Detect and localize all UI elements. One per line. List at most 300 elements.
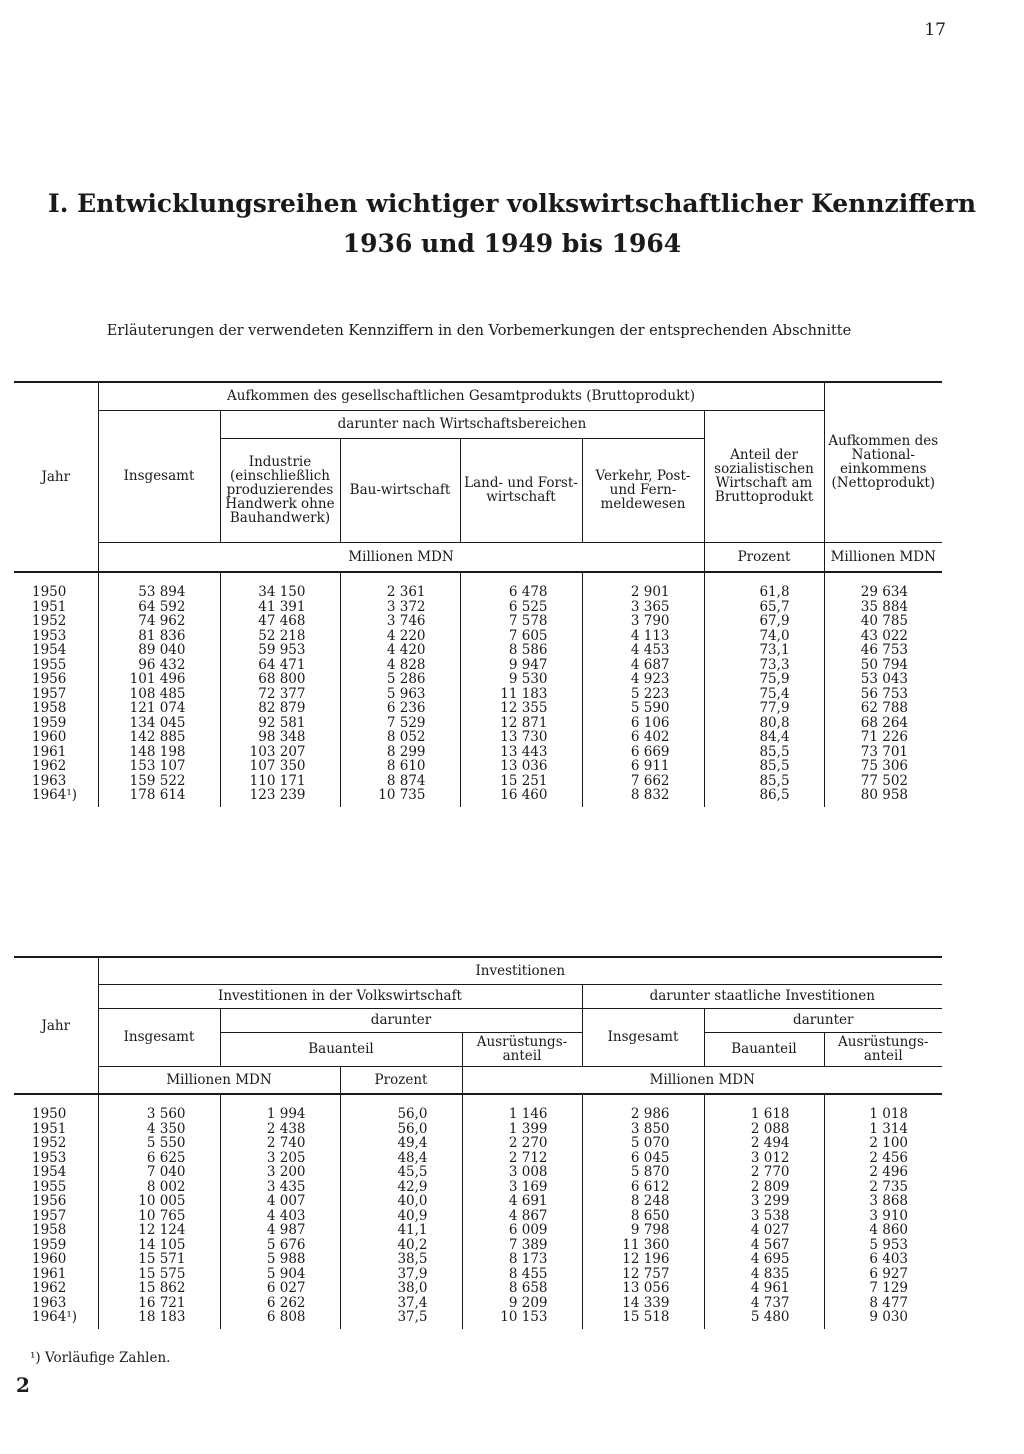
cell-year: 1956 [32,1193,67,1209]
cell-value: 53 043 [824,672,942,687]
cell-value: 4 453 [582,643,704,658]
cell-year: 1954 [32,1164,67,1180]
cell-value: 48,4 [340,1151,462,1166]
cell-value: 6 911 [582,759,704,774]
cell-value: 5 590 [582,701,704,716]
cell-value: 2 496 [824,1165,942,1180]
cell-value: 3 868 [824,1194,942,1209]
table-row [14,1310,942,1329]
cell-year: 1959 [32,1236,67,1253]
cell-value: 1 314 [824,1122,942,1137]
header-ausruestungsanteil-staatlich: Ausrüstungs-anteil [824,1032,942,1066]
table-row [14,730,942,745]
cell-value: 98 348 [220,730,340,745]
table-row [14,1094,942,1122]
cell-value: 1 994 [220,1094,340,1122]
cell-value: 41 391 [220,600,340,615]
cell-value: 59 953 [220,643,340,658]
cell-value: 37,9 [340,1267,462,1282]
cell-value: 4 027 [704,1223,824,1238]
cell-value: 4 220 [340,629,460,644]
cell-value: 153 107 [98,759,220,774]
cell-value: 1 399 [462,1122,582,1137]
cell-value: 75,4 [704,687,824,702]
cell-value: 37,4 [340,1296,462,1311]
cell-value: 13 036 [460,759,582,774]
footnote: ¹) Vorläufige Zahlen. [30,1350,171,1366]
header-investitionen: Investitionen [98,957,942,984]
table-row [14,614,942,629]
cell-value: 4 923 [582,672,704,687]
cell-value: 4 737 [704,1296,824,1311]
cell-value: 2 735 [824,1180,942,1195]
cell-year: 1960 [32,729,67,745]
cell-value: 110 171 [220,774,340,789]
cell-value: 15 251 [460,774,582,789]
cell-value: 84,4 [704,730,824,745]
header-anteil-sozialistisch: Anteil der sozialistischen Wirtschaft am Bruttoprodukt [704,410,824,542]
cell-value: 16 460 [460,788,582,807]
cell-value: 8 455 [462,1267,582,1282]
cell-value: 9 947 [460,658,582,673]
cell-value: 77 502 [824,774,942,789]
cell-value: 3 365 [582,600,704,615]
cell-value: 52 218 [220,629,340,644]
cell-value: 178 614 [98,788,220,807]
cell-value: 10 765 [98,1209,220,1224]
cell-value: 92 581 [220,716,340,731]
header-unit-mdn2: Millionen MDN [462,1066,942,1094]
cell-value: 4 860 [824,1223,942,1238]
cell-value: 6 625 [98,1151,220,1166]
cell-value: 5 070 [582,1136,704,1151]
cell-value: 8 610 [340,759,460,774]
cell-value: 3 169 [462,1180,582,1195]
cell-value: 6 669 [582,745,704,760]
cell-value: 6 612 [582,1180,704,1195]
cell-value: 3 008 [462,1165,582,1180]
cell-year: 1957 [32,1207,67,1224]
cell-value: 34 150 [220,572,340,600]
table-row [14,1209,942,1224]
page-title [0,184,1024,264]
cell-value: 80,8 [704,716,824,731]
cell-value: 5 223 [582,687,704,702]
cell-value: 6 009 [462,1223,582,1238]
cell-value: 43 022 [824,629,942,644]
cell-value: 11 360 [582,1238,704,1253]
cell-value: 6 045 [582,1151,704,1166]
cell-year: 1952 [32,613,67,629]
cell-value: 40,0 [340,1194,462,1209]
table-row [14,788,942,807]
cell-value: 12 757 [582,1267,704,1282]
cell-value: 14 339 [582,1296,704,1311]
header-bauwirtschaft: Bau-wirtschaft [340,438,460,542]
table-row [14,1238,942,1253]
cell-value: 5 286 [340,672,460,687]
cell-value: 15 571 [98,1252,220,1267]
cell-year: 1950 [32,1106,67,1122]
table-row [14,1136,942,1151]
cell-value: 2 438 [220,1122,340,1137]
cell-value: 53 894 [98,572,220,600]
cell-value: 2 809 [704,1180,824,1195]
cell-value: 96 432 [98,658,220,673]
cell-value: 7 605 [460,629,582,644]
cell-value: 13 730 [460,730,582,745]
cell-value: 108 485 [98,687,220,702]
cell-value: 5 904 [220,1267,340,1282]
cell-value: 38,5 [340,1252,462,1267]
cell-value: 40,9 [340,1209,462,1224]
cell-value: 9 798 [582,1223,704,1238]
table-row [14,687,942,702]
cell-value: 10 153 [462,1310,582,1329]
cell-value: 4 961 [704,1281,824,1296]
cell-value: 4 695 [704,1252,824,1267]
cell-value: 29 634 [824,572,942,600]
page-subtitle: Erläuterungen der verwendeten Kennziffern in den Vorbemerkungen der entsprechenden Abschnitte [106,323,852,339]
header-nationaleinkommen: Aufkommen des National-einkommens (Nettoprodukt) [824,382,942,542]
cell-value: 67,9 [704,614,824,629]
cell-value: 9 530 [460,672,582,687]
table-row [14,759,942,774]
cell-value: 3 746 [340,614,460,629]
cell-value: 3 372 [340,600,460,615]
table-row [14,1223,942,1238]
cell-value: 42,9 [340,1180,462,1195]
cell-value: 14 105 [98,1238,220,1253]
header-jahr: Jahr [14,382,98,572]
table-row [14,1180,942,1195]
page-number: 17 [924,20,946,40]
cell-value: 8 477 [824,1296,942,1311]
cell-year: 1957 [32,685,67,702]
cell-value: 7 529 [340,716,460,731]
cell-year: 1959 [32,714,67,731]
header-bauanteil-staatlich: Bauanteil [704,1032,824,1066]
cell-value: 9 030 [824,1310,942,1329]
cell-value: 74,0 [704,629,824,644]
header-ausruestungsanteil: Ausrüstungs-anteil [462,1032,582,1066]
cell-value: 2 100 [824,1136,942,1151]
cell-value: 3 850 [582,1122,704,1137]
cell-value: 3 205 [220,1151,340,1166]
table-investitionen [14,956,942,1329]
cell-value: 9 209 [462,1296,582,1311]
cell-value: 3 200 [220,1165,340,1180]
table-row [14,1165,942,1180]
cell-value: 2 456 [824,1151,942,1166]
header-insgesamt-staatlich: Insgesamt [582,1008,704,1066]
cell-value: 2 770 [704,1165,824,1180]
header-verkehr: Verkehr, Post- und Fern-meldewesen [582,438,704,542]
cell-value: 142 885 [98,730,220,745]
cell-value: 10 005 [98,1194,220,1209]
cell-value: 4 687 [582,658,704,673]
cell-value: 6 106 [582,716,704,731]
cell-value: 7 040 [98,1165,220,1180]
cell-value: 4 828 [340,658,460,673]
header-volkswirtschaft: Investitionen in der Volkswirtschaft [98,984,582,1008]
cell-value: 12 124 [98,1223,220,1238]
cell-value: 11 183 [460,687,582,702]
cell-value: 16 721 [98,1296,220,1311]
header-unit-prozent: Prozent [340,1066,462,1094]
cell-value: 5 963 [340,687,460,702]
cell-value: 6 478 [460,572,582,600]
cell-value: 64 471 [220,658,340,673]
cell-value: 62 788 [824,701,942,716]
cell-value: 13 443 [460,745,582,760]
cell-value: 1 018 [824,1094,942,1122]
cell-value: 2 270 [462,1136,582,1151]
cell-value: 8 248 [582,1194,704,1209]
cell-value: 37,5 [340,1310,462,1329]
cell-value: 8 658 [462,1281,582,1296]
cell-value: 56,0 [340,1094,462,1122]
cell-value: 74 962 [98,614,220,629]
cell-value: 4 567 [704,1238,824,1253]
cell-value: 2 361 [340,572,460,600]
header-industrie: Industrie (einschließlich produzierendes Handwerk ohne Bauhandwerk) [220,438,340,542]
cell-value: 3 435 [220,1180,340,1195]
cell-value: 64 592 [98,600,220,615]
cell-value: 8 299 [340,745,460,760]
cell-value: 65,7 [704,600,824,615]
cell-value: 46 753 [824,643,942,658]
table-row [14,658,942,673]
cell-value: 45,5 [340,1165,462,1180]
cell-value: 2 901 [582,572,704,600]
cell-value: 8 650 [582,1209,704,1224]
cell-year: 1963 [32,772,67,789]
cell-year: 1958 [32,700,67,716]
cell-value: 2 986 [582,1094,704,1122]
cell-value: 4 403 [220,1209,340,1224]
cell-value: 7 389 [462,1238,582,1253]
cell-year: 1951 [32,1120,67,1137]
cell-year: 1954 [32,642,67,658]
cell-value: 101 496 [98,672,220,687]
table-row [14,1151,942,1166]
cell-value: 89 040 [98,643,220,658]
cell-value: 13 056 [582,1281,704,1296]
cell-value: 75,9 [704,672,824,687]
cell-value: 10 735 [340,788,460,807]
cell-value: 8 052 [340,730,460,745]
cell-value: 56,0 [340,1122,462,1137]
table-row [14,774,942,789]
cell-year: 1962 [32,1280,67,1296]
cell-value: 6 236 [340,701,460,716]
cell-value: 50 794 [824,658,942,673]
cell-value: 8 832 [582,788,704,807]
header-darunter: darunter [220,1008,582,1032]
cell-value: 81 836 [98,629,220,644]
cell-value: 1 618 [704,1094,824,1122]
table-row [14,701,942,716]
table-row [14,745,942,760]
cell-value: 47 468 [220,614,340,629]
cell-value: 68 264 [824,716,942,731]
cell-value: 8 874 [340,774,460,789]
cell-value: 5 988 [220,1252,340,1267]
table-row [14,1267,942,1282]
cell-value: 6 927 [824,1267,942,1282]
cell-value: 2 740 [220,1136,340,1151]
cell-value: 4 867 [462,1209,582,1224]
cell-value: 8 002 [98,1180,220,1195]
cell-value: 73,1 [704,643,824,658]
cell-value: 2 088 [704,1122,824,1137]
cell-value: 3 560 [98,1094,220,1122]
cell-value: 6 402 [582,730,704,745]
cell-value: 73 701 [824,745,942,760]
header-insgesamt: Insgesamt [98,1008,220,1066]
cell-year: 1951 [32,598,67,615]
header-unit-mdn: Millionen MDN [98,1066,340,1094]
cell-value: 2 712 [462,1151,582,1166]
table-gesamtprodukt [14,381,942,807]
cell-value: 41,1 [340,1223,462,1238]
cell-year: 1961 [32,743,67,760]
cell-value: 4 835 [704,1267,824,1282]
cell-value: 4 691 [462,1194,582,1209]
cell-value: 75 306 [824,759,942,774]
cell-year: 1964¹) [32,1309,78,1325]
header-darunter-staatlich: darunter [704,1008,942,1032]
cell-value: 7 662 [582,774,704,789]
cell-value: 134 045 [98,716,220,731]
table-row [14,716,942,731]
cell-value: 6 262 [220,1296,340,1311]
table-row [14,629,942,644]
cell-year: 1964¹) [32,787,78,803]
cell-year: 1961 [32,1265,67,1282]
cell-value: 85,5 [704,745,824,760]
cell-value: 2 494 [704,1136,824,1151]
table-row [14,572,942,600]
cell-value: 3 790 [582,614,704,629]
header-jahr: Jahr [14,957,98,1094]
cell-value: 123 239 [220,788,340,807]
cell-year: 1955 [32,1178,67,1195]
cell-value: 3 012 [704,1151,824,1166]
cell-value: 80 958 [824,788,942,807]
header-unit-prozent: Prozent [704,542,824,572]
cell-value: 72 377 [220,687,340,702]
cell-value: 8 173 [462,1252,582,1267]
cell-year: 1963 [32,1294,67,1311]
cell-value: 35 884 [824,600,942,615]
page-title-line1: I. Entwicklungsreihen wichtiger volkswirtschaftlicher Kennziffern [48,189,976,218]
table-row [14,1122,942,1137]
cell-value: 86,5 [704,788,824,807]
header-darunter-bereiche: darunter nach Wirtschaftsbereichen [220,410,704,438]
cell-year: 1953 [32,627,67,644]
cell-value: 15 862 [98,1281,220,1296]
cell-value: 71 226 [824,730,942,745]
cell-year: 1953 [32,1149,67,1166]
cell-value: 77,9 [704,701,824,716]
header-bauanteil: Bauanteil [220,1032,462,1066]
cell-value: 4 987 [220,1223,340,1238]
cell-value: 68 800 [220,672,340,687]
cell-value: 5 550 [98,1136,220,1151]
cell-value: 4 007 [220,1194,340,1209]
cell-value: 18 183 [98,1310,220,1329]
cell-value: 12 196 [582,1252,704,1267]
cell-value: 61,8 [704,572,824,600]
table-row [14,600,942,615]
cell-value: 38,0 [340,1281,462,1296]
cell-value: 148 198 [98,745,220,760]
cell-value: 3 910 [824,1209,942,1224]
header-unit-mdn2: Millionen MDN [824,542,942,572]
table-row [14,643,942,658]
cell-value: 15 575 [98,1267,220,1282]
cell-value: 7 129 [824,1281,942,1296]
cell-value: 4 350 [98,1122,220,1137]
cell-value: 107 350 [220,759,340,774]
cell-value: 85,5 [704,774,824,789]
header-unit-mdn: Millionen MDN [98,542,704,572]
cell-value: 49,4 [340,1136,462,1151]
cell-value: 7 578 [460,614,582,629]
cell-year: 1962 [32,758,67,774]
cell-value: 40 785 [824,614,942,629]
cell-year: 1960 [32,1251,67,1267]
cell-value: 6 403 [824,1252,942,1267]
cell-value: 6 027 [220,1281,340,1296]
bogen-number: 2 [16,1373,30,1397]
cell-year: 1955 [32,656,67,673]
cell-value: 6 808 [220,1310,340,1329]
cell-value: 40,2 [340,1238,462,1253]
table-row [14,1252,942,1267]
cell-value: 6 525 [460,600,582,615]
cell-value: 8 586 [460,643,582,658]
cell-year: 1950 [32,584,67,600]
header-land-forstwirtschaft: Land- und Forst-wirtschaft [460,438,582,542]
cell-value: 159 522 [98,774,220,789]
cell-value: 4 113 [582,629,704,644]
table-row [14,1194,942,1209]
cell-value: 85,5 [704,759,824,774]
cell-value: 82 879 [220,701,340,716]
cell-value: 3 299 [704,1194,824,1209]
cell-value: 5 676 [220,1238,340,1253]
cell-value: 12 355 [460,701,582,716]
table-row [14,672,942,687]
cell-value: 15 518 [582,1310,704,1329]
table-row [14,1296,942,1311]
cell-value: 73,3 [704,658,824,673]
cell-value: 3 538 [704,1209,824,1224]
cell-value: 5 870 [582,1165,704,1180]
cell-value: 5 953 [824,1238,942,1253]
cell-value: 5 480 [704,1310,824,1329]
cell-year: 1958 [32,1222,67,1238]
header-insgesamt: Insgesamt [98,410,220,542]
cell-value: 4 420 [340,643,460,658]
cell-value: 12 871 [460,716,582,731]
cell-value: 56 753 [824,687,942,702]
cell-year: 1952 [32,1135,67,1151]
table-row [14,1281,942,1296]
